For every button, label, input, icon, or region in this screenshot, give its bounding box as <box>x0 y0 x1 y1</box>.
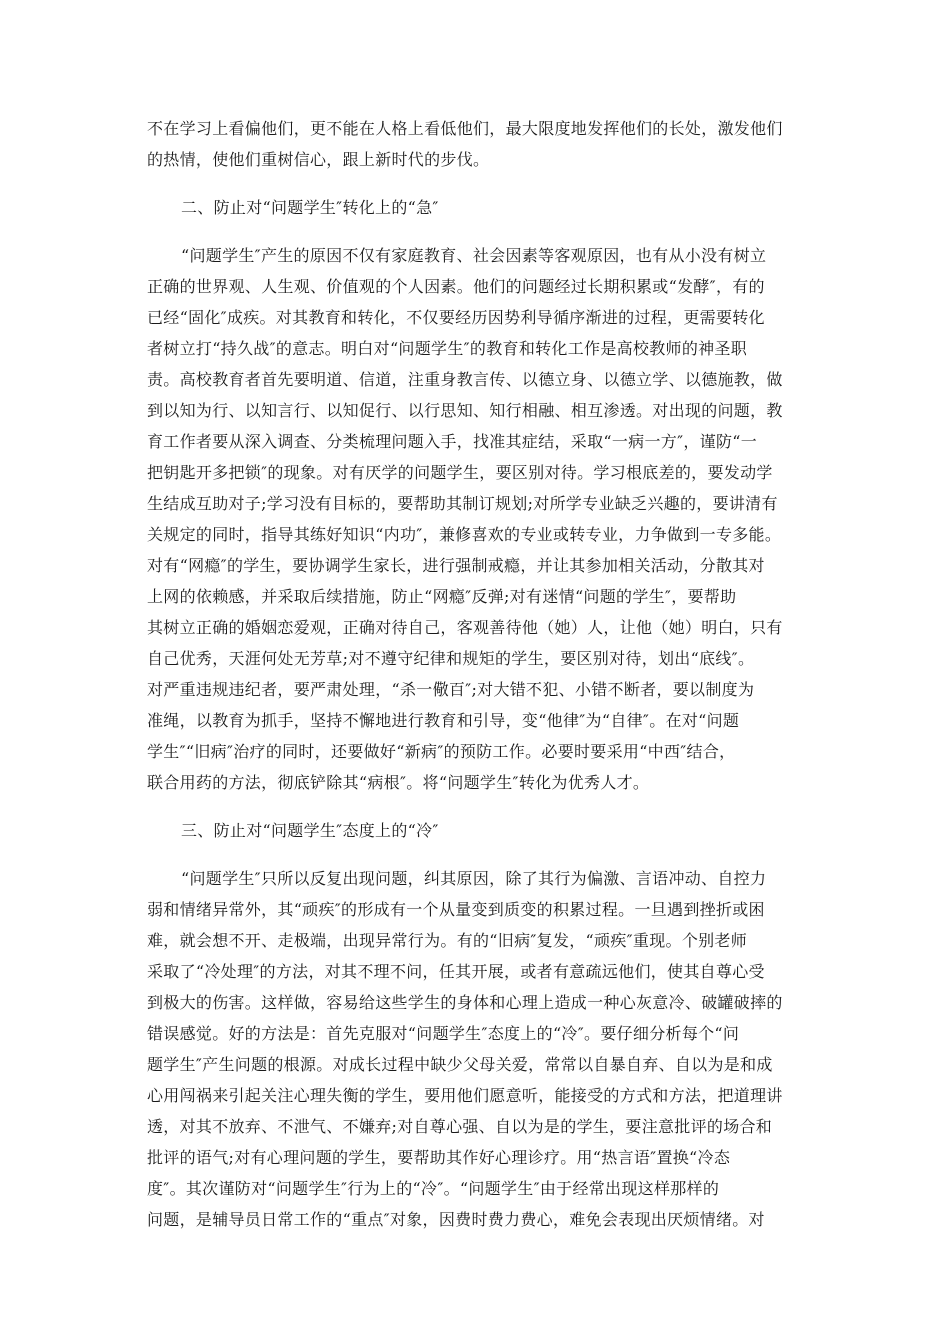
text-line: 对有“网瘾″的学生，要协调学生家长，进行强制戒瘾，并让其参加相关活动，分散其对 <box>147 556 765 575</box>
text-line: “问题学生″产生的原因不仅有家庭教育、社会因素等客观原因，也有从小没有树立 <box>181 246 767 265</box>
text-line: 到极大的伤害。这样做，容易给这些学生的身体和心理上造成一种心灰意冷、破罐破摔的 <box>147 993 783 1012</box>
section-heading-2: 二、防止对“问题学生″转化上的“急″ <box>181 198 439 217</box>
text-line: 把钥匙开多把锁″的现象。对有厌学的问题学生，要区别对待。学习根底差的，要发动学 <box>147 463 773 482</box>
text-line: 上网的依赖感，并采取后续措施，防止“网瘾″反弹;对有迷情“问题的学生″，要帮助 <box>147 587 737 606</box>
text-line: 批评的语气;对有心理问题的学生，要帮助其作好心理诊疗。用“热言语″置换“冷态 <box>147 1148 731 1167</box>
text-line: 问题，是辅导员日常工作的“重点″对象，因费时费力费心，难免会表现出厌烦情绪。对 <box>147 1210 765 1229</box>
text-line: 者树立打“持久战″的意志。明白对“问题学生″的教育和转化工作是高校教师的神圣职 <box>147 339 748 358</box>
text-line: 自己优秀，天涯何处无芳草;对不遵守纪律和规矩的学生，要区别对待，划出“底线″。 <box>147 649 755 668</box>
text-line: 透，对其不放弃、不泄气、不嫌弃;对自尊心强、自以为是的学生，要注意批评的场合和 <box>147 1117 773 1136</box>
text-line: 对严重违规违纪者，要严肃处理，“杀一儆百″;对大错不犯、小错不断者，要以制度为 <box>147 680 755 699</box>
text-line: 联合用药的方法，彻底铲除其“病根″。将“问题学生″转化为优秀人才。 <box>147 773 650 792</box>
section-heading-3: 三、防止对“问题学生″态度上的“冷″ <box>181 821 439 840</box>
text-line: 采取了“冷处理″的方法，对其不理不问，任其开展，或者有意疏远他们，使其自尊心受 <box>147 962 765 981</box>
text-line: 正确的世界观、人生观、价值观的个人因素。他们的问题经过长期积累或“发酵″，有的 <box>147 277 765 296</box>
text-line: 不在学习上看偏他们，更不能在人格上看低他们，最大限度地发挥他们的长处，激发他们 <box>147 119 783 138</box>
text-line: “问题学生″只所以反复出现问题，纠其原因，除了其行为偏激、言语冲动、自控力 <box>181 869 767 888</box>
text-line: 准绳，以教育为抓手，坚持不懈地进行教育和引导，变“他律″为“自律″。在对“问题 <box>147 711 740 730</box>
text-line: 生结成互助对子;学习没有目标的，要帮助其制订规划;对所学专业缺乏兴趣的，要讲清有 <box>147 494 778 513</box>
text-line: 度″。其次谨防对“问题学生″行为上的“冷″。“问题学生″由于经常出现这样那样的 <box>147 1179 720 1198</box>
section-2-paragraph <box>147 240 809 798</box>
text-line: 育工作者要从深入调查、分类梳理问题入手，找准其症结，采取“一病一方″，谨防“一 <box>147 432 758 451</box>
text-line: 其树立正确的婚姻恋爱观，正确对待自己，客观善待他（她）人，让他（她）明白，只有 <box>147 618 783 637</box>
text-line: 已经“固化″成疾。对其教育和转化，不仅要经历因势利导循序渐进的过程，更需要转化 <box>147 308 765 327</box>
section-3-paragraph <box>147 863 809 1235</box>
text-line: 的热情，使他们重树信心，跟上新时代的步伐。 <box>147 150 490 169</box>
text-line: 责。高校教育者首先要明道、信道，注重身教言传、以德立身、以德立学、以德施教，做 <box>147 370 783 389</box>
text-line: 关规定的同时，指导其练好知识“内功″，兼修喜欢的专业或转专业，力争做到一专多能。 <box>147 525 782 544</box>
document-page <box>147 113 809 1252</box>
text-line: 题学生″产生问题的根源。对成长过程中缺少父母关爱，常常以自暴自弃、自以为是和成 <box>147 1055 773 1074</box>
text-line: 错误感觉。好的方法是：首先克服对“问题学生″态度上的“冷″。要仔细分析每个“问 <box>147 1024 740 1043</box>
text-line: 心用闯祸来引起关注心理失衡的学生，要用他们愿意听，能接受的方式和方法，把道理讲 <box>147 1086 783 1105</box>
text-line: 难，就会想不开、走极端，出现异常行为。有的“旧病″复发，“顽疾″重现。个别老师 <box>147 931 748 950</box>
text-line: 学生″“旧病″治疗的同时，还要做好“新病″的预防工作。必要时要采用“中西″结合， <box>147 742 736 761</box>
intro-paragraph <box>147 113 809 175</box>
text-line: 到以知为行、以知言行、以知促行、以行思知、知行相融、相互渗透。对出现的问题，教 <box>147 401 783 420</box>
text-line: 弱和情绪异常外，其“顽疾″的形成有一个从量变到质变的积累过程。一旦遇到挫折或困 <box>147 900 765 919</box>
